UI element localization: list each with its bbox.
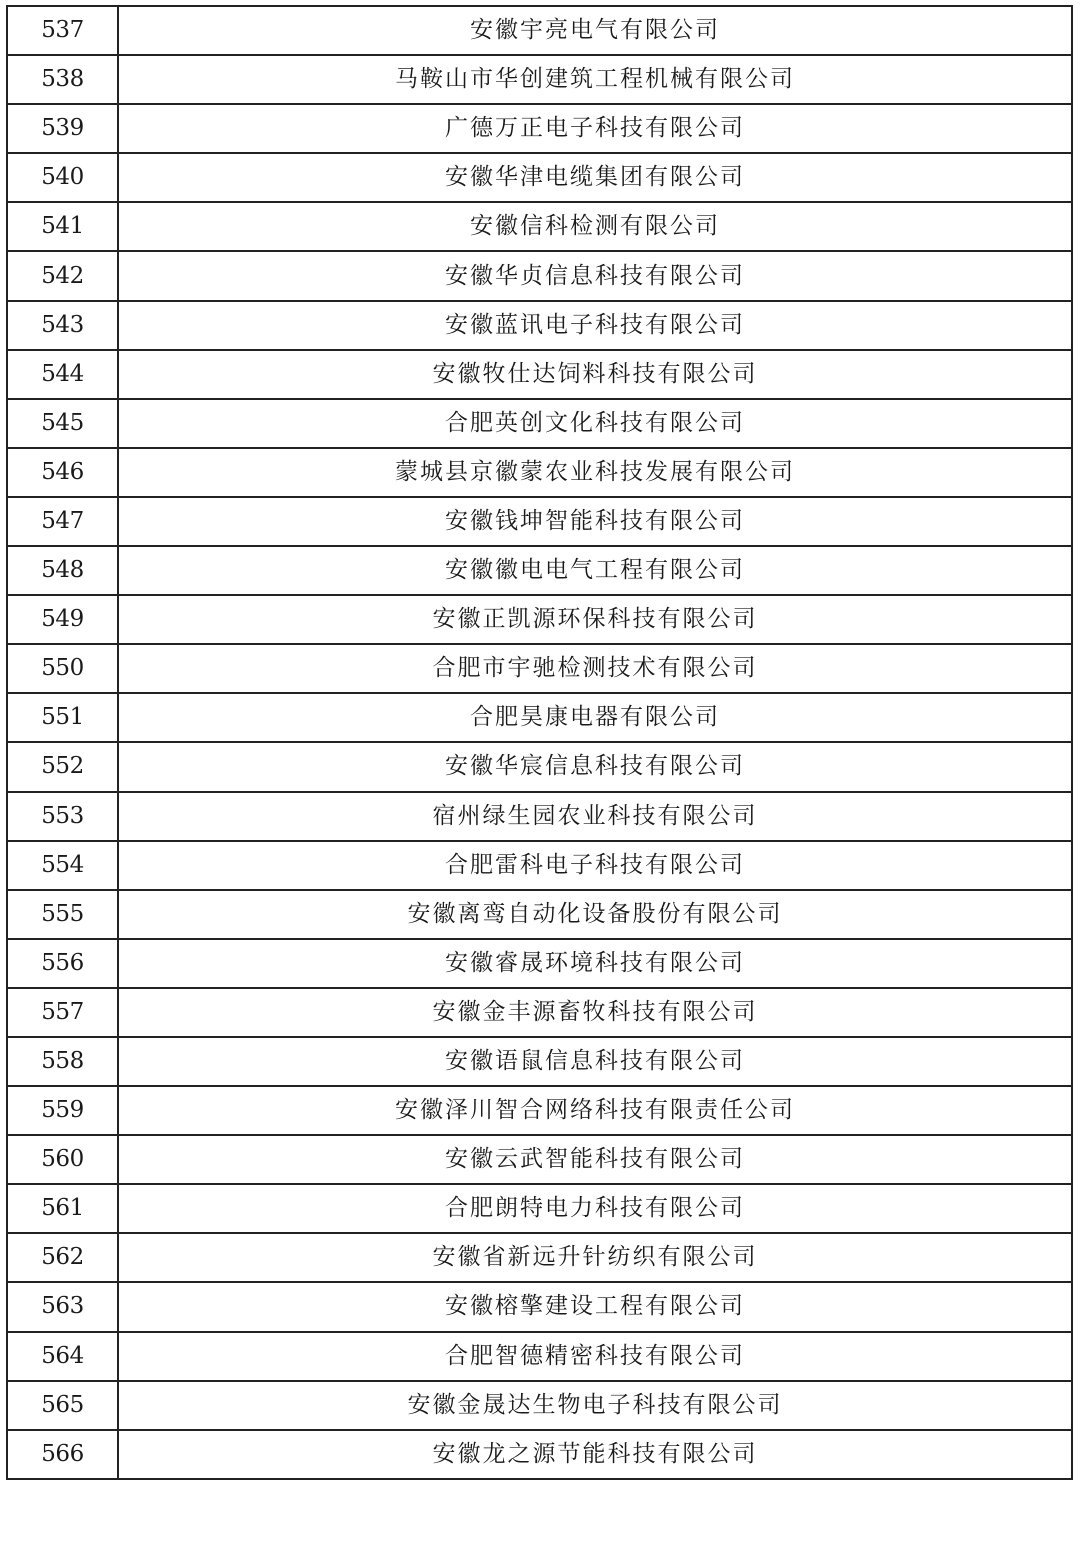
- row-number-cell: 539: [7, 104, 118, 153]
- company-name-cell: 马鞍山市华创建筑工程机械有限公司: [118, 55, 1072, 104]
- table-row: [7, 301, 1072, 350]
- table-row: [7, 1135, 1072, 1184]
- table-row: [7, 644, 1072, 693]
- row-number-cell: 547: [7, 497, 118, 546]
- table-row: [7, 251, 1072, 300]
- company-name-cell: 安徽钱坤智能科技有限公司: [118, 497, 1072, 546]
- table-row: [7, 939, 1072, 988]
- company-name-cell: 安徽金丰源畜牧科技有限公司: [118, 988, 1072, 1037]
- table-row: [7, 546, 1072, 595]
- table-row: [7, 153, 1072, 202]
- company-name-cell: 安徽华津电缆集团有限公司: [118, 153, 1072, 202]
- row-number-cell: 546: [7, 448, 118, 497]
- company-name-cell: 合肥市宇驰检测技术有限公司: [118, 644, 1072, 693]
- table-row: [7, 988, 1072, 1037]
- table-row: [7, 202, 1072, 251]
- table-row: [7, 1282, 1072, 1331]
- table-row: [7, 595, 1072, 644]
- row-number-cell: 565: [7, 1381, 118, 1430]
- table-row: [7, 841, 1072, 890]
- row-number-cell: 551: [7, 693, 118, 742]
- row-number-cell: 538: [7, 55, 118, 104]
- row-number-cell: 559: [7, 1086, 118, 1135]
- company-name-cell: 安徽金晟达生物电子科技有限公司: [118, 1381, 1072, 1430]
- company-name-cell: 安徽华宸信息科技有限公司: [118, 742, 1072, 791]
- table-row: [7, 1233, 1072, 1282]
- row-number-cell: 542: [7, 251, 118, 300]
- table-row: [7, 448, 1072, 497]
- table-row: [7, 792, 1072, 841]
- company-name-cell: 合肥英创文化科技有限公司: [118, 399, 1072, 448]
- row-number-cell: 544: [7, 350, 118, 399]
- table-row: [7, 742, 1072, 791]
- row-number-cell: 553: [7, 792, 118, 841]
- company-name-cell: 广德万正电子科技有限公司: [118, 104, 1072, 153]
- row-number-cell: 555: [7, 890, 118, 939]
- row-number-cell: 556: [7, 939, 118, 988]
- row-number-cell: 550: [7, 644, 118, 693]
- table-row: [7, 6, 1072, 55]
- company-name-cell: 宿州绿生园农业科技有限公司: [118, 792, 1072, 841]
- table-row: [7, 399, 1072, 448]
- table-row: [7, 1332, 1072, 1381]
- row-number-cell: 560: [7, 1135, 118, 1184]
- table-row: [7, 104, 1072, 153]
- company-name-cell: 合肥智德精密科技有限公司: [118, 1332, 1072, 1381]
- table-row: [7, 1381, 1072, 1430]
- table-row: [7, 890, 1072, 939]
- row-number-cell: 557: [7, 988, 118, 1037]
- table-row: [7, 55, 1072, 104]
- table-row: [7, 1184, 1072, 1233]
- row-number-cell: 554: [7, 841, 118, 890]
- row-number-cell: 540: [7, 153, 118, 202]
- company-name-cell: 安徽华贞信息科技有限公司: [118, 251, 1072, 300]
- company-name-cell: 安徽泽川智合网络科技有限责任公司: [118, 1086, 1072, 1135]
- company-name-cell: 安徽正凯源环保科技有限公司: [118, 595, 1072, 644]
- company-name-cell: 安徽省新远升针纺织有限公司: [118, 1233, 1072, 1282]
- row-number-cell: 548: [7, 546, 118, 595]
- company-name-cell: 安徽榕擎建设工程有限公司: [118, 1282, 1072, 1331]
- row-number-cell: 537: [7, 6, 118, 55]
- row-number-cell: 549: [7, 595, 118, 644]
- company-name-cell: 安徽离鸾自动化设备股份有限公司: [118, 890, 1072, 939]
- row-number-cell: 564: [7, 1332, 118, 1381]
- table-row: [7, 1086, 1072, 1135]
- company-list-table: [6, 5, 1073, 1480]
- company-name-cell: 安徽徽电电气工程有限公司: [118, 546, 1072, 595]
- company-name-cell: 安徽宇亮电气有限公司: [118, 6, 1072, 55]
- company-name-cell: 蒙城县京徽蒙农业科技发展有限公司: [118, 448, 1072, 497]
- row-number-cell: 552: [7, 742, 118, 791]
- company-name-cell: 安徽信科检测有限公司: [118, 202, 1072, 251]
- row-number-cell: 562: [7, 1233, 118, 1282]
- row-number-cell: 566: [7, 1430, 118, 1479]
- company-name-cell: 合肥朗特电力科技有限公司: [118, 1184, 1072, 1233]
- company-name-cell: 安徽牧仕达饲料科技有限公司: [118, 350, 1072, 399]
- company-list-body: [7, 6, 1072, 1479]
- table-row: [7, 693, 1072, 742]
- row-number-cell: 561: [7, 1184, 118, 1233]
- company-name-cell: 安徽睿晟环境科技有限公司: [118, 939, 1072, 988]
- table-row: [7, 497, 1072, 546]
- row-number-cell: 545: [7, 399, 118, 448]
- company-name-cell: 安徽龙之源节能科技有限公司: [118, 1430, 1072, 1479]
- table-row: [7, 1430, 1072, 1479]
- table-row: [7, 350, 1072, 399]
- row-number-cell: 541: [7, 202, 118, 251]
- company-name-cell: 合肥昊康电器有限公司: [118, 693, 1072, 742]
- company-name-cell: 安徽蓝讯电子科技有限公司: [118, 301, 1072, 350]
- row-number-cell: 543: [7, 301, 118, 350]
- company-name-cell: 安徽语鼠信息科技有限公司: [118, 1037, 1072, 1086]
- row-number-cell: 563: [7, 1282, 118, 1331]
- company-name-cell: 安徽云武智能科技有限公司: [118, 1135, 1072, 1184]
- company-list-table-wrapper: [6, 5, 1073, 1480]
- company-name-cell: 合肥雷科电子科技有限公司: [118, 841, 1072, 890]
- table-row: [7, 1037, 1072, 1086]
- row-number-cell: 558: [7, 1037, 118, 1086]
